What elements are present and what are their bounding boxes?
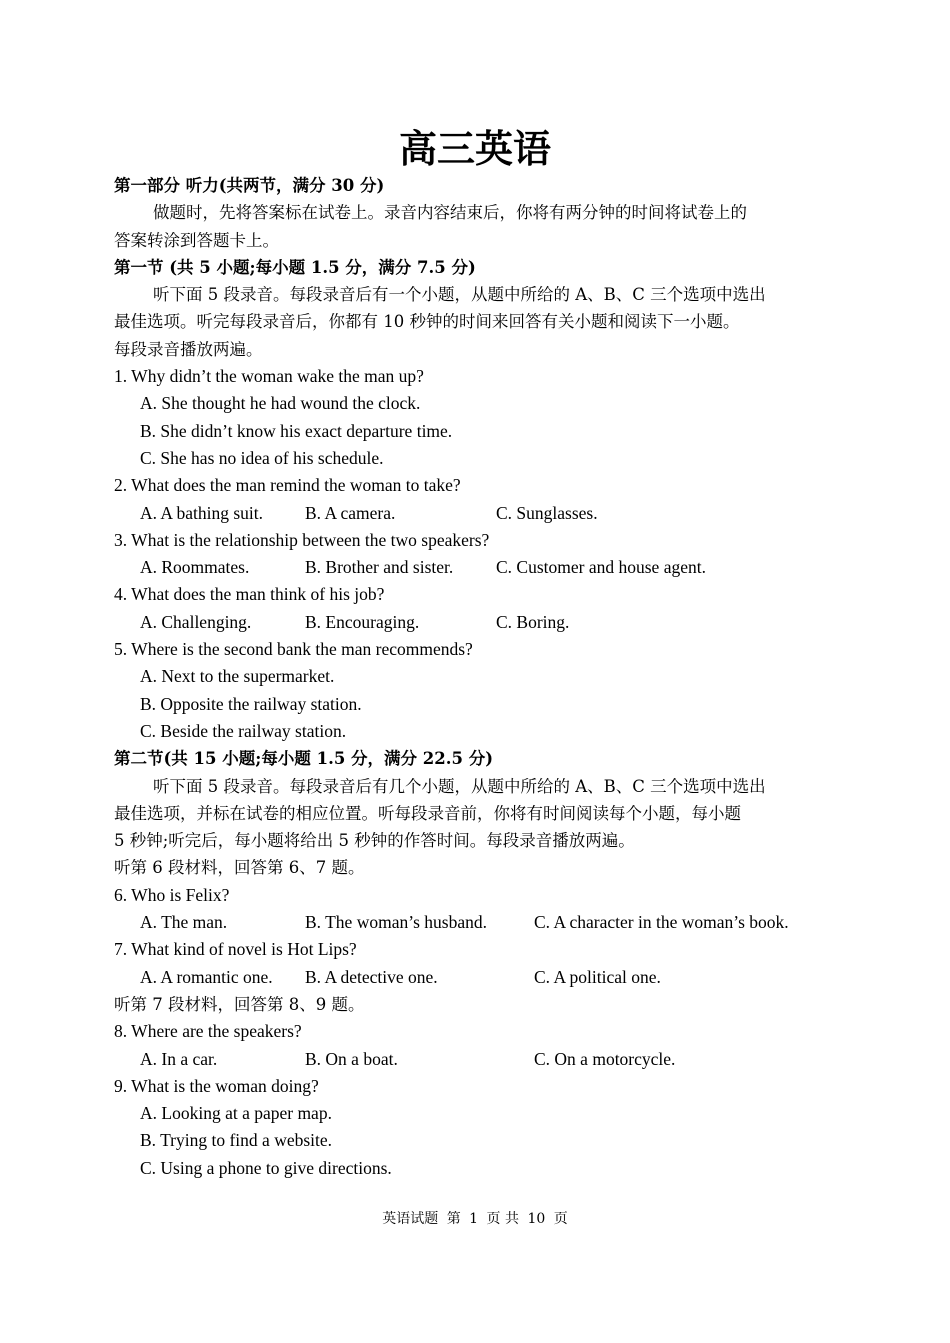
question-8-option-b: B. On a boat.	[305, 1048, 398, 1069]
passage-6-instruction: 听第 6 段材料，回答第 6、7 题。	[114, 858, 365, 878]
question-4-option-a: A. Challenging.	[140, 611, 252, 632]
question-7-options	[114, 964, 838, 991]
question-6-option-b: B. The woman’s husband.	[305, 912, 487, 933]
passage-7-instruction: 听第 7 段材料，回答第 8、9 题。	[114, 994, 365, 1014]
question-6-stem: 6. Who is Felix?	[114, 884, 230, 905]
question-6-option-a: A. The man.	[140, 912, 228, 933]
question-6-option-c: C. A character in the woman’s book.	[534, 912, 789, 933]
question-5-option-a: A. Next to the supermarket.	[140, 666, 335, 687]
question-9-option-b: B. Trying to find a website.	[140, 1130, 333, 1151]
section1-intro-line1: 听下面 5 段录音。每段录音后有一个小题，从题中所给的 A、B、C 三个选项中选出	[153, 285, 766, 305]
question-5-stem: 5. Where is the second bank the man recommends?	[114, 639, 473, 660]
part1-heading: 第一部分 听力(共两节，满分 30 分)	[114, 176, 385, 195]
question-8-option-a: A. In a car.	[140, 1048, 218, 1069]
exam-content	[114, 172, 838, 1182]
question-2-option-c: C. Sunglasses.	[496, 502, 598, 523]
question-4-options	[114, 609, 838, 636]
question-1-option-a: A. She thought he had wound the clock.	[140, 393, 421, 414]
question-8-option-c: C. On a motorcycle.	[534, 1048, 676, 1069]
page-title: 高三英语	[398, 127, 551, 171]
question-5-option-c: C. Beside the railway station.	[140, 720, 347, 741]
footer-total-pages: 10	[527, 1211, 546, 1227]
question-3-options	[114, 554, 838, 581]
section1-intro-line2: 最佳选项。听完每段录音后，你都有 10 秒钟的时间来回答有关小题和阅读下一小题。	[114, 312, 740, 332]
part1-intro-line1: 做题时，先将答案标在试卷上。录音内容结束后，你将有两分钟的时间将试卷上的	[153, 203, 747, 223]
question-9-stem: 9. What is the woman doing?	[114, 1075, 319, 1096]
section1-intro-line3: 每段录音播放两遍。	[114, 339, 263, 359]
footer-subject: 英语试题	[382, 1211, 439, 1227]
question-8-stem: 8. Where are the speakers?	[114, 1021, 302, 1042]
question-1-option-c: C. She has no idea of his schedule.	[140, 447, 384, 468]
question-2-stem: 2. What does the man remind the woman to take?	[114, 475, 461, 496]
question-1-option-b: B. She didn’t know his exact departure time.	[140, 420, 453, 441]
section2-intro-line3: 5 秒钟;听完后，每小题将给出 5 秒钟的作答时间。每段录音播放两遍。	[114, 831, 635, 851]
section2-heading: 第二节(共 15 小题;每小题 1.5 分，满分 22.5 分)	[114, 749, 494, 769]
footer-page-mid: 页 共	[486, 1211, 519, 1227]
question-4-stem: 4. What does the man think of his job?	[114, 584, 385, 605]
question-3-option-b: B. Brother and sister.	[305, 557, 454, 578]
page-footer	[0, 1208, 950, 1228]
question-7-option-b: B. A detective one.	[305, 966, 438, 987]
question-5-option-b: B. Opposite the railway station.	[140, 693, 362, 714]
question-2-options	[114, 500, 838, 527]
question-4-option-b: B. Encouraging.	[305, 611, 420, 632]
question-3-stem: 3. What is the relationship between the two speakers?	[114, 529, 490, 550]
footer-page-suffix: 页	[553, 1211, 568, 1227]
question-1-stem: 1. Why didn’t the woman wake the man up?	[114, 366, 424, 387]
question-8-options	[114, 1046, 838, 1073]
question-9-option-c: C. Using a phone to give directions.	[140, 1157, 392, 1178]
question-2-option-b: B. A camera.	[305, 502, 396, 523]
section2-intro-line2: 最佳选项，并标在试卷的相应位置。听每段录音前，你将有时间阅读每个小题，每小题	[114, 803, 741, 823]
question-6-options	[114, 909, 838, 936]
section1-heading: 第一节 (共 5 小题;每小题 1.5 分，满分 7.5 分)	[114, 257, 476, 277]
footer-page-prefix: 第	[446, 1211, 461, 1227]
question-3-option-a: A. Roommates.	[140, 557, 250, 578]
section2-intro-line1: 听下面 5 段录音。每段录音后有几个小题，从题中所给的 A、B、C 三个选项中选出	[153, 776, 766, 796]
question-3-option-c: C. Customer and house agent.	[496, 557, 706, 578]
question-2-option-a: A. A bathing suit.	[140, 502, 263, 523]
footer-page-number: 1	[469, 1211, 479, 1227]
part1-intro-line2: 答案转涂到答题卡上。	[114, 230, 279, 250]
question-7-stem: 7. What kind of novel is Hot Lips?	[114, 939, 357, 960]
question-9-option-a: A. Looking at a paper map.	[140, 1103, 332, 1124]
question-4-option-c: C. Boring.	[496, 611, 570, 632]
question-7-option-c: C. A political one.	[534, 966, 661, 987]
question-7-option-a: A. A romantic one.	[140, 966, 273, 987]
